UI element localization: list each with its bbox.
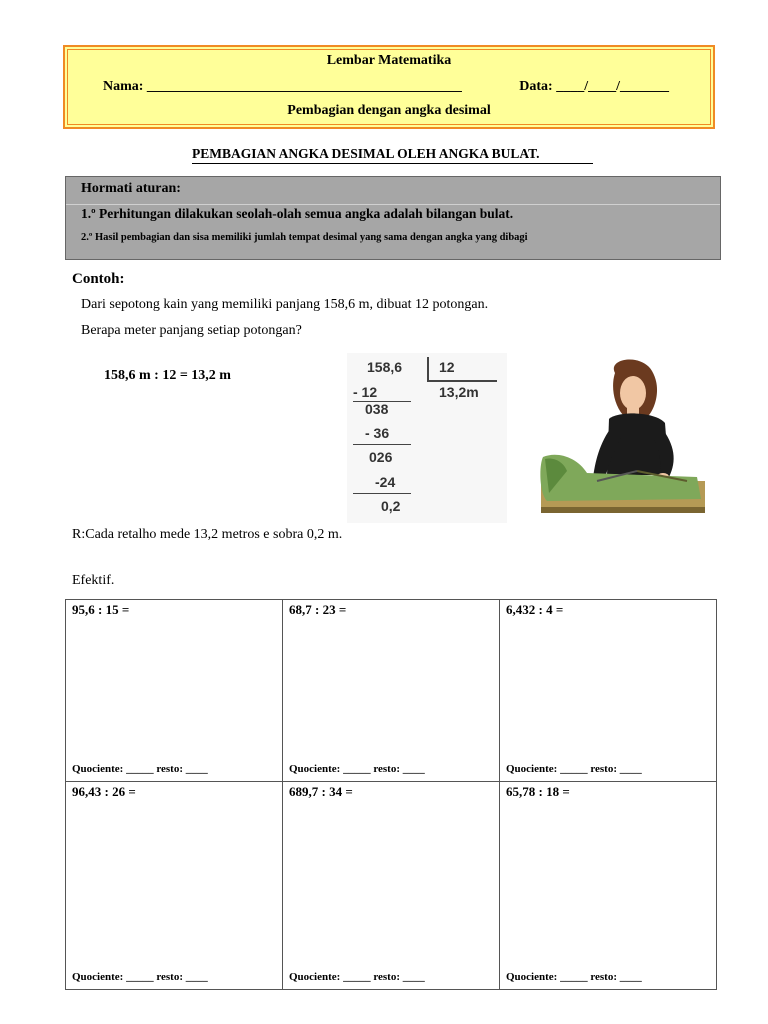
example-label: Contoh: (72, 271, 125, 287)
exercise-cell[interactable] (500, 782, 717, 990)
exercise-question: 96,43 : 26 = (72, 784, 136, 799)
division-line-2 (353, 444, 411, 445)
worksheet-topic: Pembagian dengan angka desimal (287, 103, 491, 118)
worksheet-header (63, 45, 715, 129)
division-line-3 (353, 493, 411, 494)
rule-1: 1.º Perhitungan dilakukan seolah-olah semua angka adalah bilangan bulat. (81, 206, 514, 221)
example-equation: 158,6 m : 12 = 13,2 m (104, 368, 231, 383)
exercise-answer-line: Quociente: _____ resto: ____ (72, 763, 208, 775)
practice-label: Efektif. (72, 573, 115, 588)
exercise-cell[interactable] (500, 600, 717, 782)
division-remainder: 0,2 (381, 498, 401, 514)
rule-2: 2.º Hasil pembagian dan sisa memiliki jumlah tempat desimal yang sama dengan angka yang dibagi (81, 232, 528, 243)
example-problem-line2: Berapa meter panjang setiap potongan? (81, 323, 302, 338)
rules-heading: Hormati aturan: (81, 181, 181, 196)
exercise-answer-line: Quociente: _____ resto: ____ (72, 971, 208, 983)
exercise-cell[interactable] (66, 600, 283, 782)
worksheet-title: Lembar Matematika (326, 53, 452, 68)
division-vertical-bar (427, 357, 429, 381)
example-answer: R:Cada retalho mede 13,2 metros e sobra 0,2 m. (72, 527, 343, 542)
division-step-subtract-2: - 36 (365, 425, 390, 441)
exercise-answer-line: Quociente: _____ resto: ____ (289, 763, 425, 775)
exercise-answer-line: Quociente: _____ resto: ____ (289, 971, 425, 983)
rules-divider (66, 204, 720, 205)
division-horizontal-bar (427, 380, 497, 382)
section-title: PEMBAGIAN ANGKA DESIMAL OLEH ANGKA BULAT. (192, 146, 593, 164)
rules-box (65, 176, 721, 260)
exercise-question: 65,78 : 18 = (506, 784, 570, 799)
exercise-table (65, 599, 717, 990)
exercise-cell[interactable] (66, 782, 283, 990)
exercise-question: 689,7 : 34 = (289, 784, 353, 799)
date-field-line: Data: ____/____/_______ (519, 79, 669, 94)
exercise-cell[interactable] (283, 600, 500, 782)
exercise-question: 6,432 : 4 = (506, 602, 564, 617)
exercise-cell[interactable] (283, 782, 500, 990)
example-problem-line1: Dari sepotong kain yang memiliki panjang 158,6 m, dibuat 12 potongan. (81, 297, 489, 312)
division-dividend: 158,6 (367, 359, 403, 375)
division-divisor: 12 (439, 359, 455, 375)
woman-cutting-fabric-illustration (537, 353, 709, 523)
exercise-question: 95,6 : 15 = (72, 602, 130, 617)
division-step-remainder-1: 038 (365, 401, 389, 417)
exercise-answer-line: Quociente: _____ resto: ____ (506, 763, 642, 775)
long-division-illustration (347, 353, 507, 523)
division-step-subtract-1: - 12 (353, 384, 378, 400)
exercise-question: 68,7 : 23 = (289, 602, 347, 617)
division-quotient: 13,2m (439, 384, 479, 400)
woman-icon (537, 353, 709, 523)
division-step-subtract-3: -24 (375, 474, 396, 490)
name-field-line: Nama: _____________________________________________ (103, 79, 462, 94)
division-step-remainder-2: 026 (369, 449, 393, 465)
exercise-answer-line: Quociente: _____ resto: ____ (506, 971, 642, 983)
